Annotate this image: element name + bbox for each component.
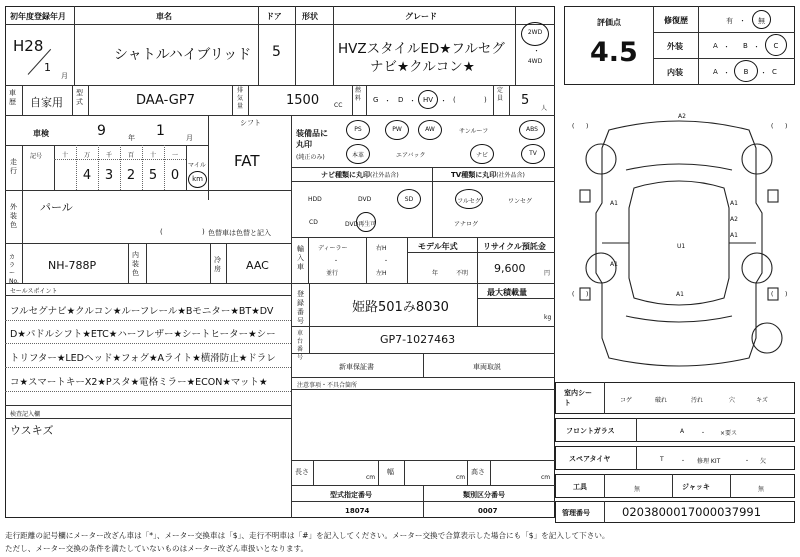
tv-fullseg: フルセグ [457, 198, 481, 205]
management-label: 管理番号 [562, 509, 590, 517]
fuel-dot2: ・ [409, 97, 416, 105]
nav-type-label [321, 170, 399, 180]
glass-replace: ×要ス [720, 430, 738, 437]
footer-line-2: ただし、メーター交換の条件を満たしていないものはメーター改ざん車扱いとなります。 [5, 544, 309, 553]
interior-sheet-label: 室内シート [564, 389, 592, 407]
car-diagram [564, 108, 795, 378]
sales-point-line-1: フルセグナビ★クルコン★ルーフレール★Bモニター★BT★DV [10, 306, 274, 317]
tv-type-sub: (社外品含) [496, 172, 525, 179]
import-dot1: ・ [333, 258, 340, 265]
management-value: 0203800017000037991 [622, 505, 762, 519]
spare-dot1: ・ [680, 458, 687, 465]
displacement-value: 1500 [286, 93, 320, 108]
fuel-d: D [398, 96, 404, 104]
model-year-label: モデル年式 [418, 242, 458, 251]
mileage-digit-4: 5 [148, 168, 158, 183]
glass-a: A [680, 428, 685, 435]
tv-type-label-text: TV種類に丸印 [451, 171, 497, 179]
svg-text:(: ( [572, 291, 575, 298]
score-value: 4.5 [590, 37, 638, 68]
shaken-month: 1 [156, 123, 165, 139]
spare-none: 欠 [760, 458, 767, 465]
door-label: ドア [266, 12, 282, 21]
tools-value: 無 [634, 486, 641, 493]
diagram-label-rear-left: A1 [610, 261, 618, 268]
equipment-sublabel: (純正のみ) [296, 154, 325, 161]
usage-value: 自家用 [30, 96, 63, 109]
person-unit: 人 [541, 105, 548, 112]
mileage-mark-label: 記号 [30, 153, 43, 160]
drive-2wd: 2WD [527, 29, 543, 36]
capacity-label: 定員 [497, 87, 504, 102]
type-no-value: 18074 [345, 507, 370, 515]
equip-tv: TV [529, 150, 537, 157]
mileage-mile: マイル [188, 162, 206, 169]
mileage-digit-5: 0 [170, 168, 180, 183]
spare-kit: 修理 KIT [697, 458, 721, 465]
import-label: 輸入車 [297, 245, 304, 271]
kg-unit: kg [544, 314, 552, 321]
equip-ps: PS [354, 126, 362, 133]
type-no-label: 型式指定番号 [330, 491, 372, 499]
diagram-label-right-door: A2 [730, 216, 738, 223]
drive-dot: ・ [533, 47, 540, 55]
ac-value: AAC [246, 259, 269, 272]
sales-point-line-2: D★パドルシフト★ETC★ハーフレザー★シートヒーター★シー [10, 329, 276, 340]
recycle-label: リサイクル預託金 [483, 242, 546, 251]
tv-analog: アナログ [454, 221, 479, 228]
tools-label: 工具 [573, 483, 587, 491]
int-dot2: ・ [760, 69, 767, 77]
model-year-unit: 年 [432, 270, 439, 277]
svg-text:): ) [586, 291, 589, 298]
diagram-label-front: A2 [678, 113, 686, 120]
exterior-label: 外装 [667, 42, 683, 51]
equip-sunroof: サンルーフ [459, 128, 489, 135]
equip-abs: ABS [526, 126, 538, 133]
fuel-label: 燃料 [355, 87, 362, 102]
equip-navi: ナビ [475, 152, 488, 159]
month-unit: 月 [186, 134, 193, 142]
frame-label: 車台番号 [297, 330, 304, 361]
fuel-hv: HV [422, 96, 434, 104]
int-a: A [713, 68, 718, 76]
nav-type-label-text: ナビ種類に丸印 [321, 171, 370, 179]
shift-label: シフト [240, 119, 261, 127]
digit-label-3: 千 [105, 152, 112, 159]
sales-point-line-4: コ★スマートキーX2★Pスタ★電格ミラー★ECON★マット★ [10, 377, 268, 388]
ext-dot1: ・ [723, 43, 730, 51]
int-dot1: ・ [723, 69, 730, 77]
capacity-value: 5 [521, 93, 530, 108]
first-reg-era: H28 [13, 37, 44, 55]
shaken-label: 車検 [33, 129, 49, 138]
height-label: 高さ [471, 468, 485, 476]
ext-b: B [743, 42, 748, 50]
nav-hdd: HDD [308, 196, 322, 203]
color-no-label: カラーNo. [9, 254, 19, 285]
interior-label: 内装 [667, 68, 683, 77]
sheet-opt-4: 穴 [729, 397, 736, 404]
mileage-km: km [192, 175, 203, 183]
inspector-label: 検査記入欄 [10, 411, 41, 418]
diagram-label-right-rear: A1 [730, 232, 738, 239]
inspector-value: ウスキズ [10, 424, 54, 437]
year-unit: 年 [128, 134, 135, 142]
diagram-label-roof: U1 [677, 243, 686, 250]
shape-label: 形状 [302, 12, 318, 21]
first-reg-month: 1 [44, 61, 51, 74]
svg-text:(: ( [771, 291, 774, 298]
nav-type-sub: (社外品含) [370, 172, 399, 179]
handle-left: 左H [376, 270, 387, 277]
grade-line2: ナビ★クルコン★ [370, 59, 475, 75]
registration-label: 登録番号 [297, 290, 304, 325]
svg-text:): ) [785, 291, 788, 298]
sheet-opt-1: コゲ [620, 397, 633, 404]
height-cm: cm [541, 474, 551, 481]
digit-label-4: 百 [127, 152, 134, 159]
diagram-label-front-left: A1 [610, 200, 618, 207]
frame-value: GP7-1027463 [380, 333, 456, 346]
color-no-value: NH-788P [48, 259, 97, 272]
cc-unit: CC [334, 102, 343, 109]
length-label: 長さ [295, 468, 309, 476]
width-cm: cm [456, 474, 466, 481]
mileage-digit-2: 3 [104, 168, 114, 183]
equip-pw: PW [392, 126, 402, 133]
repair-no: 無 [758, 17, 765, 25]
digit-label-5: 十 [149, 152, 156, 159]
jack-value: 無 [758, 486, 765, 493]
diagram-label-front-right: A1 [730, 200, 738, 207]
spare-label: スペアタイヤ [569, 455, 611, 463]
footer-line-1: 走行距離の記号欄にメーター改ざん車は「*」、メーター交換車は「$」、走行不明車は「#」を記入してください。メーター交換で合算表示した場合にも「$」を記入して下さい。 [5, 531, 610, 540]
displacement-label: 排気量 [237, 87, 244, 110]
first-reg-month-unit: 月 [61, 72, 68, 80]
usage-label: 車歴 [9, 89, 16, 106]
manual-label: 車両取説 [473, 363, 501, 371]
svg-text:(: ( [771, 123, 774, 130]
interior-color-label: 内装色 [132, 251, 139, 277]
fuel-dot3: ・ [440, 97, 447, 105]
sheet-opt-3: 汚れ [691, 397, 704, 404]
equip-leather: 本革 [351, 152, 364, 159]
import-dot2: ・ [383, 258, 390, 265]
equipment-label: 装備品に丸印 [296, 129, 328, 149]
import-parallel: 並行 [326, 270, 339, 277]
equip-airbag: エアバック [396, 152, 426, 159]
sales-point-line-3: トリフター★LEDヘッド★フォグ★Aライト★横滑防止★ドラレ [10, 353, 276, 364]
svg-text:): ) [586, 123, 589, 130]
tv-type-label [451, 170, 525, 180]
handle-right: 右H [376, 245, 387, 252]
diagram-label-rear: A1 [676, 291, 684, 298]
repair-yes: 有 [726, 17, 733, 25]
color-paren-open: ( [160, 228, 163, 236]
class-no-label: 類別区分番号 [463, 491, 505, 499]
ext-a: A [713, 42, 718, 50]
import-dealer: ディーラー [318, 245, 348, 252]
ac-label: 冷房 [214, 256, 221, 273]
car-name: シャトルハイブリッド [114, 47, 252, 63]
digit-label-2: 万 [83, 152, 90, 159]
shift-value: FAT [234, 152, 260, 170]
nav-cd: CD [309, 219, 318, 226]
ext-c: C [773, 42, 779, 50]
equip-aw: AW [425, 126, 435, 133]
door-count: 5 [272, 44, 281, 60]
length-cm: cm [366, 474, 376, 481]
fuel-paren-open: ( [453, 96, 456, 104]
recycle-value: 9,600 [494, 262, 526, 275]
color-value: パール [40, 201, 73, 214]
sheet-opt-5: キズ [756, 397, 768, 404]
repair-dot: ・ [739, 17, 746, 25]
tv-oneseg: ワンセグ [508, 198, 533, 205]
score-label: 評価点 [597, 18, 621, 27]
first-reg-label: 初年度登録年月 [10, 12, 66, 21]
registration-value: 姫路501み8030 [352, 300, 449, 315]
digit-label-6: 一 [171, 152, 178, 159]
svg-text:(: ( [572, 123, 575, 130]
svg-text:): ) [785, 123, 788, 130]
yen-unit: 円 [544, 270, 551, 277]
color-paren-close: ) [202, 228, 205, 236]
width-label: 幅 [387, 468, 394, 476]
mileage-digit-1: 4 [82, 168, 92, 183]
nav-sd: SD [404, 196, 414, 203]
sales-points-label: セールスポイント [10, 288, 58, 295]
grade-line1: HVZスタイルED★フルセグ [338, 41, 505, 57]
class-no-value: 0007 [478, 507, 498, 515]
grade-label: グレード [405, 12, 437, 21]
jack-label: ジャッキ [682, 483, 710, 491]
int-c: C [772, 68, 777, 76]
spare-t: T [660, 456, 664, 463]
glass-dot: ・ [700, 430, 707, 437]
model-label: 型式 [76, 89, 83, 106]
sheet-opt-2: 破れ [655, 397, 668, 404]
digit-label-1: 十 [61, 152, 68, 159]
color-note: 色替車は色替と記入 [208, 229, 271, 237]
fuel-g: G [373, 96, 379, 104]
nav-dvd: DVD [358, 196, 372, 203]
model-value: DAA-GP7 [136, 93, 195, 108]
spare-dot2: ・ [744, 458, 751, 465]
glass-label: フロントガラス [566, 427, 615, 435]
nav-dvd-play: DVD再生可 [345, 221, 377, 228]
notes-label: 注意事項・不具合箇所 [297, 382, 358, 389]
repair-label: 修復歴 [664, 16, 688, 25]
int-b: B [743, 68, 749, 76]
warranty-label: 新車保証書 [339, 363, 374, 371]
drive-4wd: 4WD [527, 58, 543, 65]
max-load-label: 最大積載量 [487, 288, 527, 297]
color-label: 外装色 [10, 203, 17, 229]
car-name-label: 車名 [156, 12, 172, 21]
shaken-year: 9 [97, 123, 106, 139]
fuel-dot1: ・ [384, 97, 391, 105]
model-year-value: 不明 [456, 270, 469, 277]
mileage-label: 走行 [10, 158, 17, 175]
fuel-paren-close: ) [484, 96, 487, 104]
ext-dot2: ・ [753, 43, 760, 51]
mileage-digit-3: 2 [126, 168, 136, 183]
